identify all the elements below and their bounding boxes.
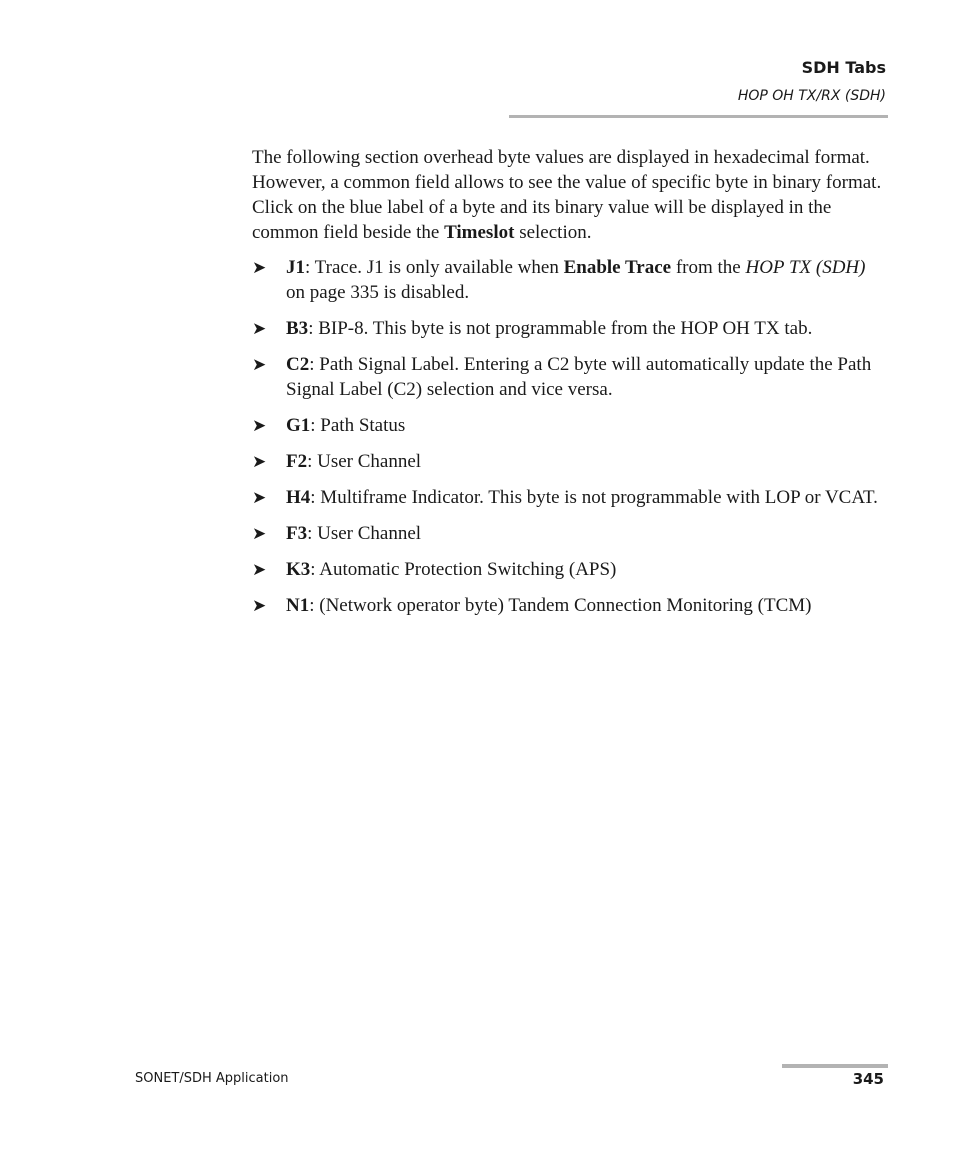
enable-trace-term: Enable Trace	[563, 257, 672, 278]
cross-reference-link[interactable]: HOP TX (SDH)	[745, 257, 866, 278]
intro-text-end: selection.	[514, 222, 592, 243]
list-item-n1	[252, 593, 888, 618]
byte-description: : User Channel	[307, 451, 422, 472]
byte-list	[252, 255, 888, 618]
byte-description-end: on page 335 is disabled.	[286, 282, 470, 303]
intro-paragraph	[252, 145, 888, 245]
list-item-k3	[252, 557, 888, 582]
byte-description: : Path Signal Label. Entering a C2 byte will automatically update the Path Signal Label (C2) selection and vice versa.	[286, 354, 872, 400]
arrowhead-icon: ➤	[252, 452, 267, 472]
list-item-j1	[252, 255, 888, 305]
section-title: SDH Tabs	[801, 58, 886, 77]
byte-term: C2	[286, 354, 310, 375]
byte-term: B3	[286, 318, 309, 339]
byte-term: F2	[286, 451, 308, 472]
intro-text: The following section overhead byte values are displayed in hexadecimal format. However, a common field allows to see the value of specific byte in binary format. Click on the blue label of a byte and its binary value will be displayed in the common field beside the	[252, 147, 882, 243]
arrowhead-icon: ➤	[252, 258, 267, 278]
page-body	[252, 145, 888, 629]
byte-description: : BIP-8. This byte is not programmable from the HOP OH TX tab.	[308, 318, 813, 339]
byte-term: N1	[286, 595, 310, 616]
byte-description-cont: from the	[671, 257, 746, 278]
arrowhead-icon: ➤	[252, 560, 267, 580]
header-divider	[509, 115, 888, 118]
intro-bold-term: Timeslot	[444, 222, 515, 243]
section-subtitle: HOP OH TX/RX (SDH)	[737, 88, 886, 104]
list-item-b3	[252, 316, 888, 341]
byte-term: G1	[286, 415, 311, 436]
arrowhead-icon: ➤	[252, 355, 267, 375]
byte-term: K3	[286, 559, 311, 580]
byte-description: : Path Status	[310, 415, 406, 436]
byte-description: : Trace. J1 is only available when	[305, 257, 564, 278]
arrowhead-icon: ➤	[252, 319, 267, 339]
list-item-f3	[252, 521, 888, 546]
arrowhead-icon: ➤	[252, 488, 267, 508]
arrowhead-icon: ➤	[252, 596, 267, 616]
footer-document-title: SONET/SDH Application	[135, 1071, 289, 1086]
list-item-g1	[252, 413, 888, 438]
footer-divider	[782, 1064, 888, 1068]
byte-description: : Multiframe Indicator. This byte is not programmable with LOP or VCAT.	[310, 487, 878, 508]
byte-description: : (Network operator byte) Tandem Connection Monitoring (TCM)	[309, 595, 812, 616]
arrowhead-icon: ➤	[252, 524, 267, 544]
byte-term: F3	[286, 523, 308, 544]
list-item-f2	[252, 449, 888, 474]
page-number: 345	[852, 1070, 884, 1088]
byte-description: : User Channel	[307, 523, 422, 544]
list-item-c2	[252, 352, 888, 402]
byte-term: J1	[286, 257, 305, 278]
list-item-h4	[252, 485, 888, 510]
arrowhead-icon: ➤	[252, 416, 267, 436]
byte-description: : Automatic Protection Switching (APS)	[310, 559, 617, 580]
byte-term: H4	[286, 487, 311, 508]
